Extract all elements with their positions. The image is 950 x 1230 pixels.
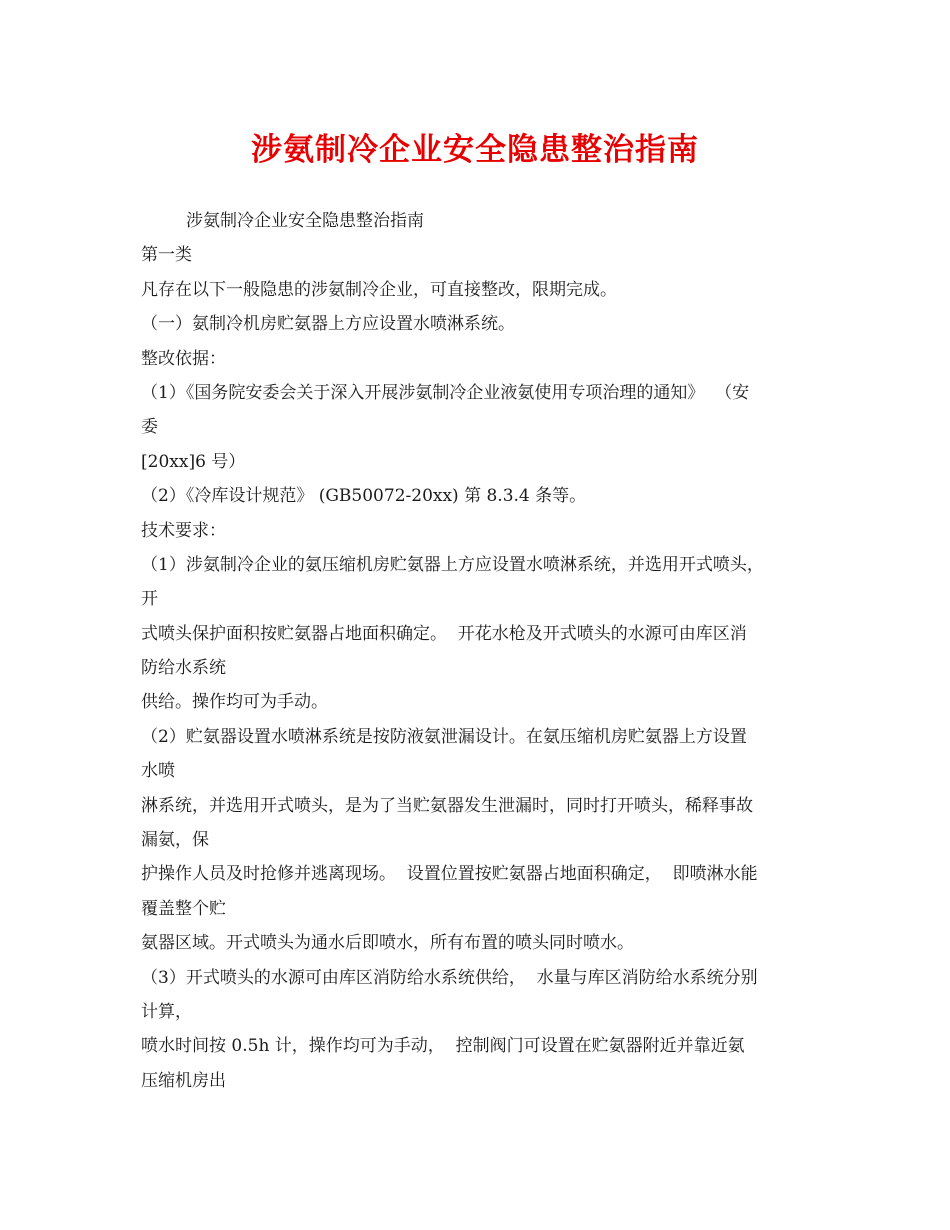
body-line: （3）开式喷头的水源可由库区消防给水系统供给， 水量与库区消防给水系统分别 [141,967,758,988]
body-line: 氨器区域。开式喷头为通水后即喷水，所有布置的喷头同时喷水。 [141,933,634,954]
body-line: （1）《国务院安委会关于深入开展涉氨制冷企业液氨使用专项治理的通知》 （安 [141,382,750,403]
body-line: （一）氨制冷机房贮氨器上方应设置水喷淋系统。 [141,314,515,335]
body-line: 漏氨，保 [141,830,209,851]
body-line: 技术要求： [141,520,226,541]
body-line: 开 [141,589,158,610]
body-line: 水喷 [141,761,175,782]
body-line: （1）涉氨制冷企业的氨压缩机房贮氨器上方应设置水喷淋系统，并选用开式喷头， [141,554,764,575]
body-line: （2）《冷库设计规范》 (GB50072-20xx) 第 8.3.4 条等。 [141,486,587,507]
body-line: 式喷头保护面积按贮氨器占地面积确定。 开花水枪及开式喷头的水源可由库区消 [141,623,747,644]
body-line: 覆盖整个贮 [141,898,226,919]
document-body [141,204,821,1098]
body-line-subtitle: 涉氨制冷企业安全隐患整治指南 [186,211,424,231]
body-line: 凡存在以下一般隐患的涉氨制冷企业，可直接整改，限期完成。 [141,279,617,300]
body-line: 供给。操作均可为手动。 [141,692,328,713]
body-line: 整改依据： [141,348,226,369]
body-line: [20xx]6 号） [141,451,246,472]
body-line: 第一类 [141,245,192,266]
body-line: 喷水时间按 0.5h 计，操作均可为手动， 控制阀门可设置在贮氨器附近并靠近氨 [141,1036,745,1057]
body-line: 计算， [141,1001,192,1022]
body-line: 淋系统，并选用开式喷头，是为了当贮氨器发生泄漏时，同时打开喷头，稀释事故 [141,795,753,816]
body-line: 防给水系统 [141,658,226,679]
body-line: 委 [141,417,158,438]
body-line: （2）贮氨器设置水喷淋系统是按防液氨泄漏设计。在氨压缩机房贮氨器上方设置 [141,726,747,747]
body-line: 压缩机房出 [141,1070,226,1091]
document-title: 涉氨制冷企业安全隐患整治指南 [251,132,699,168]
body-line: 护操作人员及时抢修并逃离现场。 设置位置按贮氨器占地面积确定， 即喷淋水能 [141,864,758,885]
